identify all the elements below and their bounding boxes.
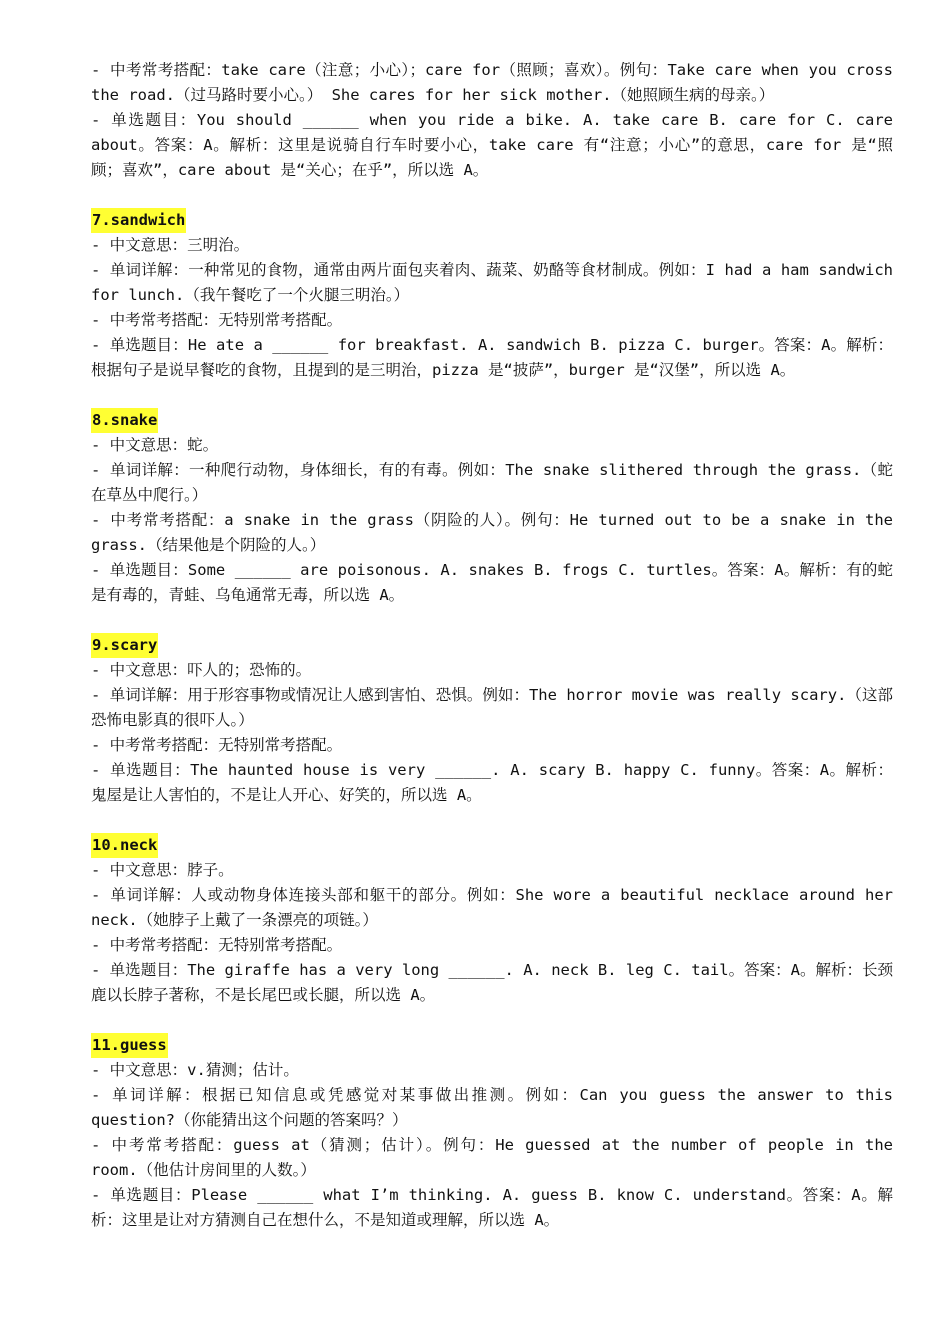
entry-sandwich	[91, 208, 903, 383]
collocation-line: - 中考常考搭配：无特别常考搭配。	[91, 936, 343, 954]
meaning-line: - 中文意思：吓人的；恐怖的。	[91, 661, 312, 679]
entry-heading: 11.guess	[91, 1033, 168, 1058]
entry-heading: 7.sandwich	[91, 208, 186, 233]
detail-line: - 单词详解：一种爬行动物，身体细长，有的有毒。例如：The snake slithered through the grass.（蛇在草丛中爬行。）	[91, 461, 893, 504]
entry-heading: 8.snake	[91, 408, 158, 433]
intro-block	[91, 58, 903, 183]
entry-scary	[91, 633, 893, 808]
collocation-line: - 中考常考搭配：无特别常考搭配。	[91, 311, 343, 329]
meaning-line: - 中文意思：蛇。	[91, 436, 219, 454]
quiz-line: - 单选题目：Some ______ are poisonous. A. snakes B. frogs C. turtles。答案：A。解析：有的蛇是有毒的，青蛙、乌龟通常无毒，所以选 A。	[91, 561, 893, 604]
document-page	[91, 58, 903, 1233]
detail-line: - 单词详解：根据已知信息或凭感觉对某事做出推测。例如：Can you guess the answer to this question?（你能猜出这个问题的答案吗？）	[91, 1086, 903, 1129]
quiz-line: - 单选题目：He ate a ______ for breakfast. A. sandwich B. pizza C. burger。答案：A。解析：根据句子是说早餐吃的食物，且提到的是三明治，pizza 是“披萨”，burger 是“汉堡”，所以选 A。	[91, 336, 893, 379]
quiz-line: - 单选题目：The haunted house is very ______. A. scary B. happy C. funny。答案：A。解析：鬼屋是让人害怕的，不是让人开心、好笑的，所以选 A。	[91, 761, 893, 804]
meaning-line: - 中文意思：三明治。	[91, 236, 250, 254]
entry-heading: 10.neck	[91, 833, 158, 858]
collocation-line: - 中考常考搭配：a snake in the grass（阴险的人）。例句：He turned out to be a snake in the grass.（结果他是个阴险的人。）	[91, 511, 903, 554]
collocation-line: - 中考常考搭配：无特别常考搭配。	[91, 736, 343, 754]
intro-quiz-line: - 单选题目：You should ______ when you ride a bike. A. take care B. care for C. care about。答案：A。解析：这里是说骑自行车时要小心，take care 有“注意；小心”的意思，care for 是“照顾；喜欢”，care about 是“关心；在乎”，所以选 A。	[91, 111, 903, 179]
meaning-line: - 中文意思：v.猜测；估计。	[91, 1061, 299, 1079]
meaning-line: - 中文意思：脖子。	[91, 861, 234, 879]
detail-line: - 单词详解：人或动物身体连接头部和躯干的部分。例如：She wore a beautiful necklace around her neck.（她脖子上戴了一条漂亮的项链。）	[91, 886, 903, 929]
collocation-line: - 中考常考搭配：guess at（猜测；估计）。例句：He guessed at the number of people in the room.（他估计房间里的人数。）	[91, 1136, 903, 1179]
detail-line: - 单词详解：用于形容事物或情况让人感到害怕、恐惧。例如：The horror movie was really scary.（这部恐怖电影真的很吓人。）	[91, 686, 893, 729]
quiz-line: - 单选题目：The giraffe has a very long ______. A. neck B. leg C. tail。答案：A。解析：长颈鹿以长脖子著称，不是长尾巴或长腿，所以选 A。	[91, 961, 893, 1004]
entry-guess	[91, 1033, 903, 1233]
quiz-line: - 单选题目：Please ______ what I’m thinking. A. guess B. know C. understand。答案：A。解析：这里是让对方猜测自己在想什么，不是知道或理解，所以选 A。	[91, 1186, 893, 1229]
detail-line: - 单词详解：一种常见的食物，通常由两片面包夹着肉、蔬菜、奶酪等食材制成。例如：I had a ham sandwich for lunch.（我午餐吃了一个火腿三明治。）	[91, 261, 903, 304]
entry-snake	[91, 408, 903, 608]
entry-neck	[91, 833, 903, 1008]
intro-collocation-line: - 中考常考搭配：take care（注意；小心）；care for（照顾；喜欢）。例句：Take care when you cross the road.（过马路时要小心。） She cares for her sick mother.（她照顾生病的母亲。）	[91, 61, 903, 104]
entry-heading: 9.scary	[91, 633, 158, 658]
